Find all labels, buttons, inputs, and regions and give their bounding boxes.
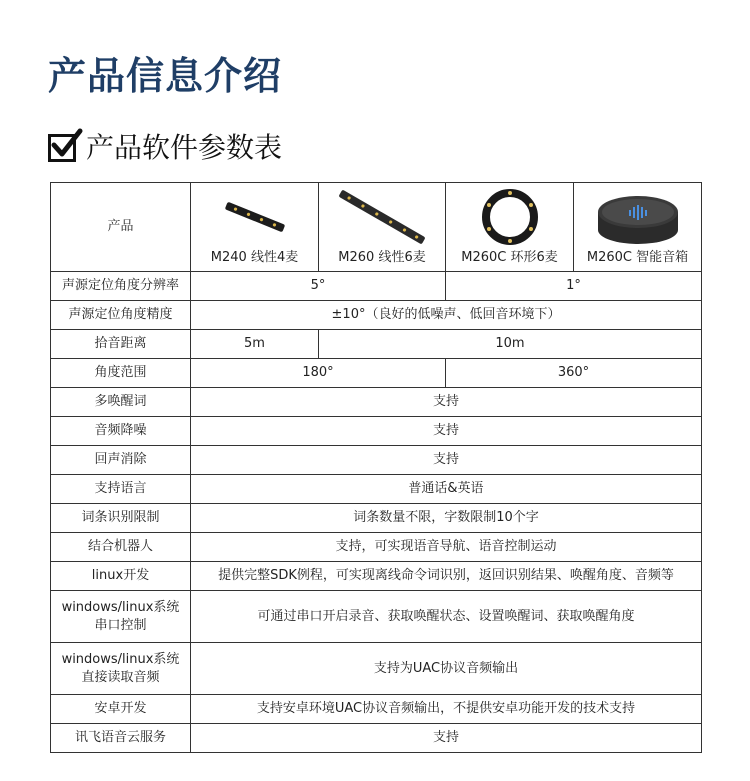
cell-value: 支持 bbox=[191, 417, 702, 446]
row-label: 支持语言 bbox=[51, 475, 191, 504]
product-name: M260 线性6麦 bbox=[338, 249, 426, 265]
cell-value: 支持，可实现语音导航、语音控制运动 bbox=[191, 533, 702, 562]
row-label bbox=[51, 591, 191, 643]
cell-value: 1° bbox=[446, 272, 702, 301]
table-row bbox=[51, 330, 702, 359]
row-label bbox=[51, 643, 191, 695]
row-label: 角度范围 bbox=[51, 359, 191, 388]
cell-value: 提供完整SDK例程，可实现离线命令词识别，返回识别结果、唤醒角度、音频等 bbox=[191, 562, 702, 591]
row-label: 拾音距离 bbox=[51, 330, 191, 359]
cell-value: 360° bbox=[446, 359, 702, 388]
table-row bbox=[51, 695, 702, 724]
page-title: 产品信息介绍 bbox=[48, 54, 283, 98]
cell-value: 支持 bbox=[191, 724, 702, 753]
table-row bbox=[51, 359, 702, 388]
row-label: 词条识别限制 bbox=[51, 504, 191, 533]
linear-mic-board-icon bbox=[220, 185, 290, 249]
product-name: M240 线性4麦 bbox=[210, 249, 299, 265]
product-cell-m240 bbox=[191, 183, 319, 272]
cell-value: 支持安卓环境UAC协议音频输出，不提供安卓功能开发的技术支持 bbox=[191, 695, 702, 724]
product-name: M260C 智能音箱 bbox=[586, 249, 689, 265]
table-row bbox=[51, 533, 702, 562]
cell-value: 词条数量不限，字数限制10个字 bbox=[191, 504, 702, 533]
table-row bbox=[51, 724, 702, 753]
row-label: 多唤醒词 bbox=[51, 388, 191, 417]
product-header-label: 产品 bbox=[51, 183, 191, 272]
table-row bbox=[51, 301, 702, 330]
row-label: 声源定位角度精度 bbox=[51, 301, 191, 330]
table-row bbox=[51, 388, 702, 417]
table-row bbox=[51, 475, 702, 504]
spec-table bbox=[50, 182, 702, 753]
table-row bbox=[51, 643, 702, 695]
cell-value: 5m bbox=[191, 330, 319, 359]
row-label: 安卓开发 bbox=[51, 695, 191, 724]
cell-value: 5° bbox=[191, 272, 446, 301]
smart-speaker-icon bbox=[595, 185, 681, 249]
row-label: linux开发 bbox=[51, 562, 191, 591]
row-label: 回声消除 bbox=[51, 446, 191, 475]
product-cell-m260 bbox=[319, 183, 446, 272]
table-row bbox=[51, 504, 702, 533]
row-label: 声源定位角度分辨率 bbox=[51, 272, 191, 301]
row-label-line: 串口控制 bbox=[94, 617, 147, 633]
linear-mic-board-icon bbox=[332, 185, 432, 249]
row-label-line: 直接读取音频 bbox=[81, 669, 160, 685]
checkbox-icon bbox=[48, 134, 76, 162]
cell-value: 可通过串口开启录音、获取唤醒状态、设置唤醒词、获取唤醒角度 bbox=[191, 591, 702, 643]
table-header-row bbox=[51, 183, 702, 272]
cell-value: 180° bbox=[191, 359, 446, 388]
row-label: 结合机器人 bbox=[51, 533, 191, 562]
table-row bbox=[51, 562, 702, 591]
table-row bbox=[51, 417, 702, 446]
product-name: M260C 环形6麦 bbox=[461, 249, 558, 265]
section-heading bbox=[48, 128, 282, 168]
row-label: 讯飞语音云服务 bbox=[51, 724, 191, 753]
ring-mic-board-icon bbox=[479, 185, 541, 249]
table-row bbox=[51, 591, 702, 643]
section-title: 产品软件参数表 bbox=[86, 131, 283, 164]
row-label-line: windows/linux系统 bbox=[61, 599, 180, 615]
row-label: 音频降噪 bbox=[51, 417, 191, 446]
cell-value: 普通话&英语 bbox=[191, 475, 702, 504]
cell-value: 支持 bbox=[191, 388, 702, 417]
cell-value: 10m bbox=[319, 330, 702, 359]
table-row bbox=[51, 272, 702, 301]
cell-value: 支持 bbox=[191, 446, 702, 475]
product-cell-m260c-ring bbox=[446, 183, 574, 272]
product-cell-m260c-speaker bbox=[574, 183, 702, 272]
table-row bbox=[51, 446, 702, 475]
row-label-line: windows/linux系统 bbox=[61, 651, 180, 667]
cell-value: 支持为UAC协议音频输出 bbox=[191, 643, 702, 695]
cell-value: ±10°（良好的低噪声、低回音环境下） bbox=[191, 301, 702, 330]
